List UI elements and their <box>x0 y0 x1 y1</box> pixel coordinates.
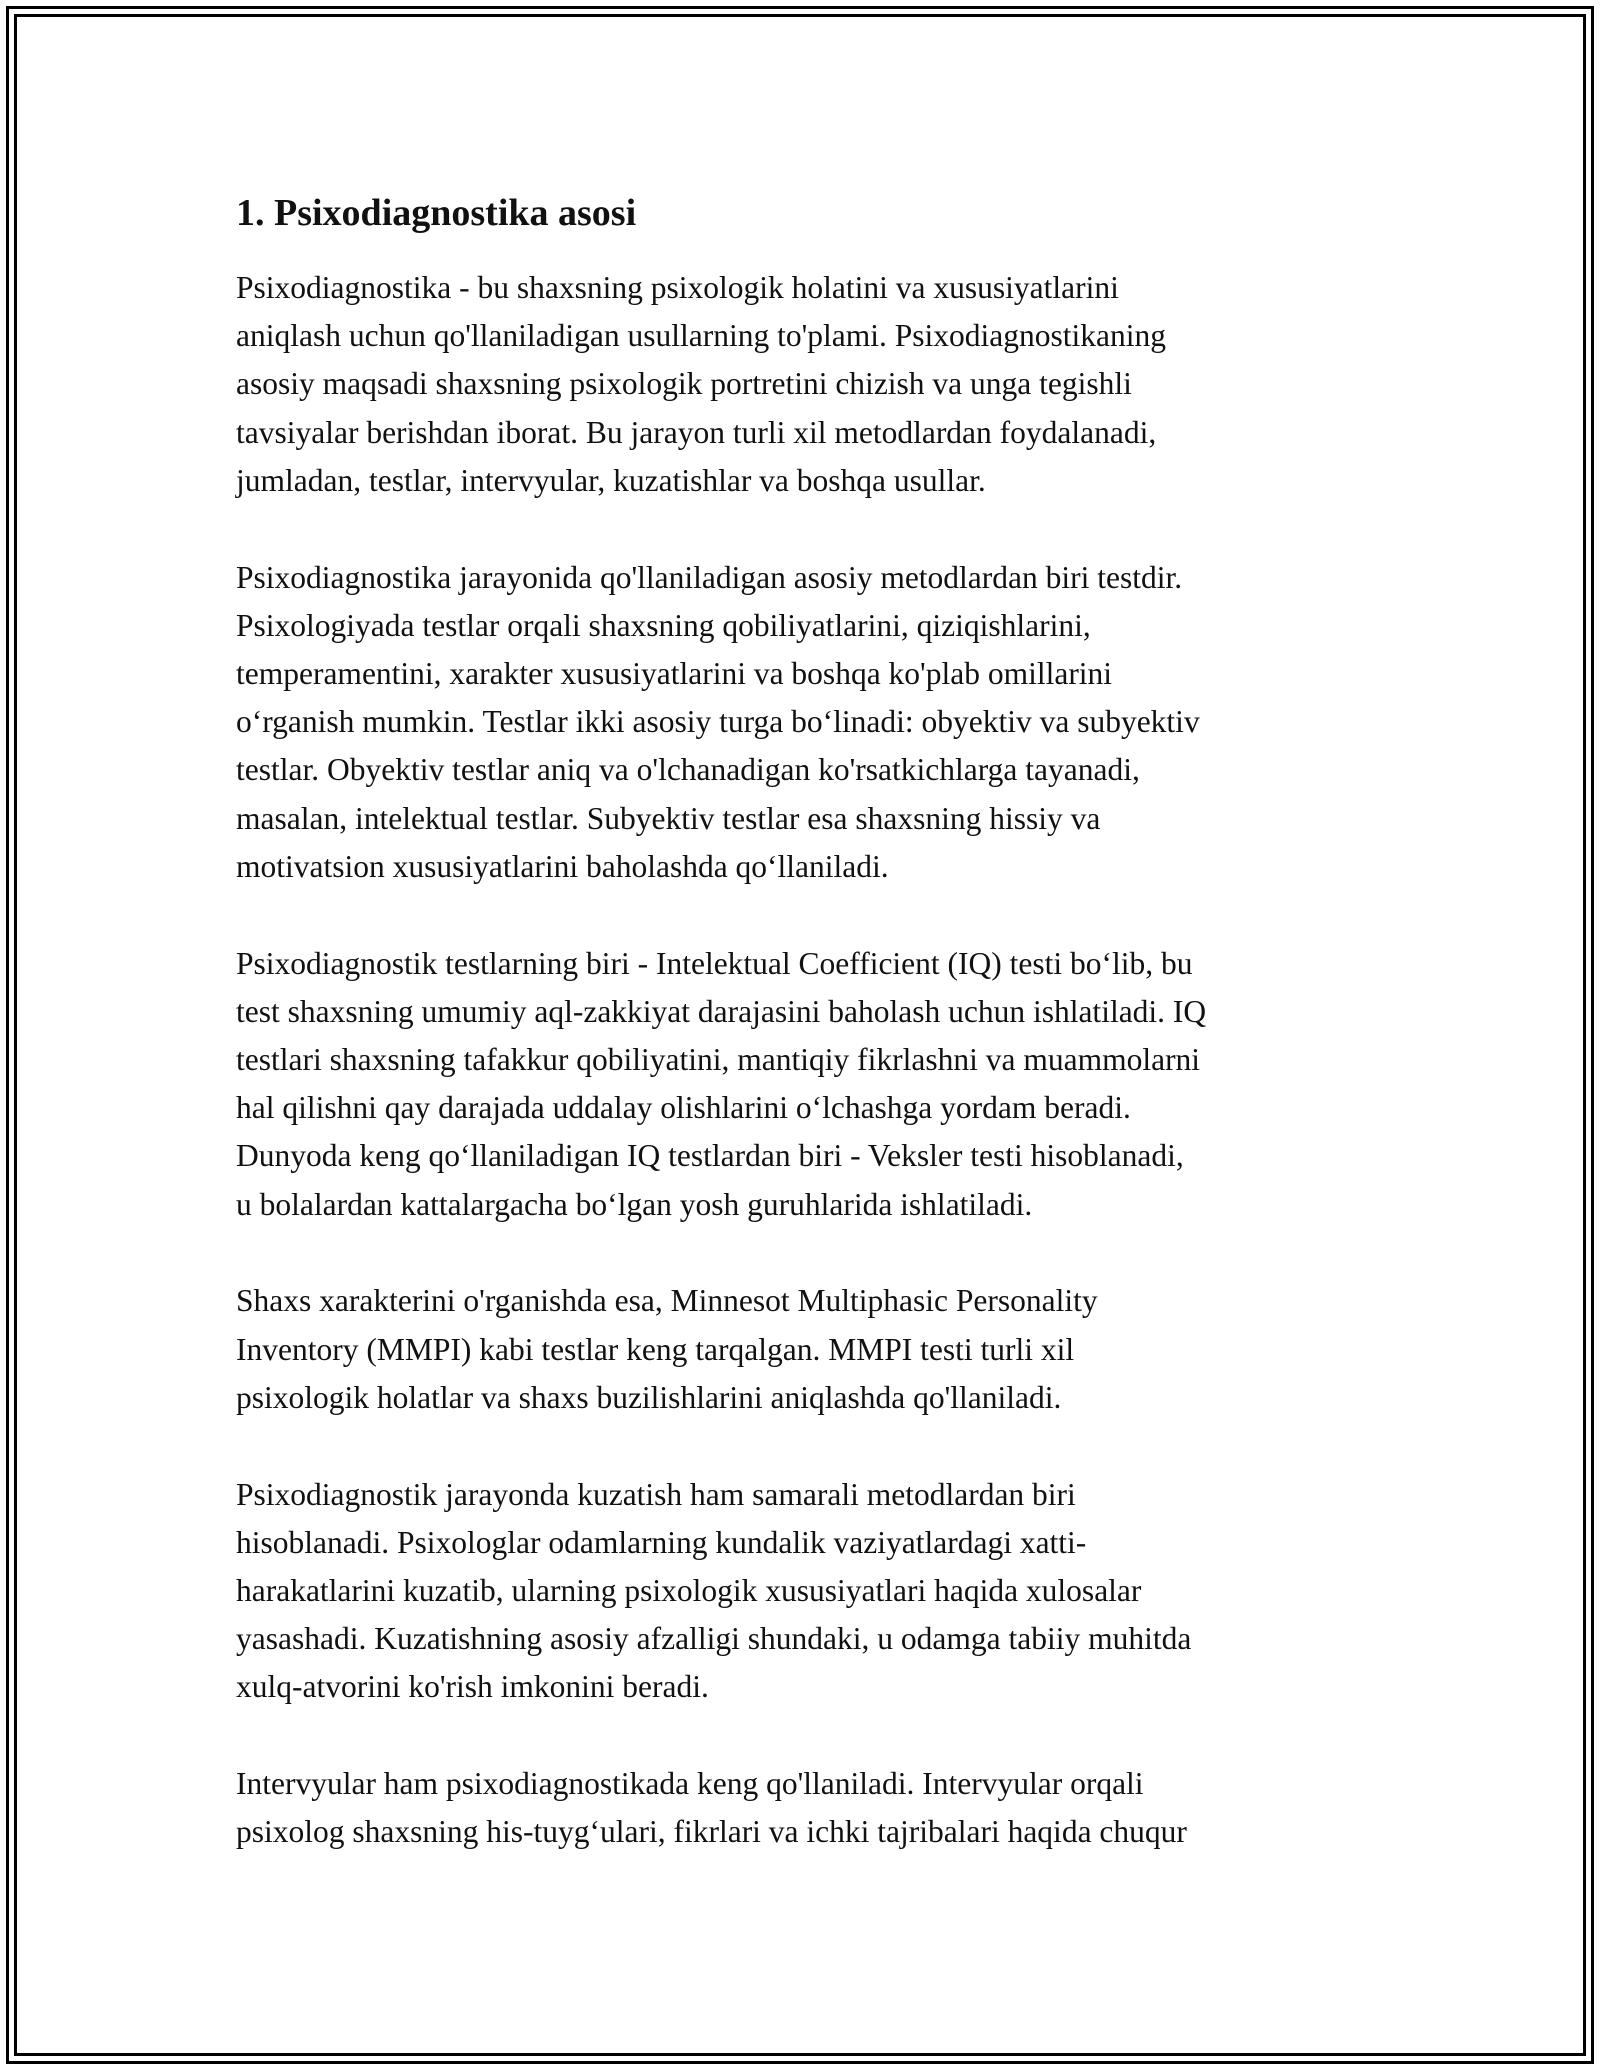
text-line: testlar. Obyektiv testlar aniq va o'lchanadigan ko'rsatkichlarga tayanadi, <box>236 752 1140 788</box>
text-line: harakatlarini kuzatib, ularning psixologik xususiyatlari haqida xulosalar <box>236 1573 1142 1609</box>
paragraph-mmpi <box>236 1277 1386 1422</box>
paragraph-observation <box>236 1471 1386 1712</box>
document-body <box>236 186 1386 1857</box>
text-line: u bolalardan kattalargacha bo‘lgan yosh guruhlarida ishlatiladi. <box>236 1186 1033 1222</box>
text-line: Intervyular ham psixodiagnostikada keng qo'llaniladi. Intervyular orqali <box>236 1766 1144 1802</box>
text-line: temperamentini, xarakter xususiyatlarini va boshqa ko'plab omillarini <box>236 656 1113 692</box>
text-line: jumladan, testlar, intervyular, kuzatishlar va boshqa usullar. <box>236 462 986 498</box>
paragraph-interviews <box>236 1760 1386 1856</box>
text-line: test shaxsning umumiy aql-zakkiyat darajasini baholash uchun ishlatiladi. IQ <box>236 993 1207 1029</box>
text-line: asosiy maqsadi shaxsning psixologik portretini chizish va unga tegishli <box>236 366 1132 402</box>
paragraph-iq-test <box>236 940 1386 1229</box>
paragraph-tests <box>236 554 1386 891</box>
text-line: Shaxs xarakterini o'rganishda esa, Minnesot Multiphasic Personality <box>236 1283 1098 1319</box>
text-line: masalan, intelektual testlar. Subyektiv testlar esa shaxsning hissiy va <box>236 800 1101 836</box>
text-line: Psixodiagnostika - bu shaxsning psixologik holatini va xususiyatlarini <box>236 270 1119 305</box>
text-line: yasashadi. Kuzatishning asosiy afzalligi shundaki, u odamga tabiiy muhitda <box>236 1621 1192 1657</box>
text-line: xulq-atvorini ko'rish imkonini beradi. <box>236 1669 709 1705</box>
text-line: o‘rganish mumkin. Testlar ikki asosiy turga bo‘linadi: obyektiv va subyektiv <box>236 704 1200 740</box>
text-line: Psixodiagnostika jarayonida qo'llaniladigan asosiy metodlardan biri testdir. <box>236 559 1183 595</box>
text-line: tavsiyalar berishdan iborat. Bu jarayon turli xil metodlardan foydalanadi, <box>236 414 1157 450</box>
text-line: psixologik holatlar va shaxs buzilishlarini aniqlashda qo'llaniladi. <box>236 1379 1062 1415</box>
text-line: testlari shaxsning tafakkur qobiliyatini, mantiqiy fikrlashni va muammolarni <box>236 1042 1201 1078</box>
paragraph-definition <box>236 264 1386 505</box>
text-line: Dunyoda keng qo‘llaniladigan IQ testlardan biri - Veksler testi hisoblanadi, <box>236 1138 1184 1174</box>
text-line: Psixodiagnostik jarayonda kuzatish ham samarali metodlardan biri <box>236 1476 1076 1512</box>
section-heading: 1. Psixodiagnostika asosi <box>236 192 637 234</box>
text-line: motivatsion xususiyatlarini baholashda qo‘llaniladi. <box>236 848 889 884</box>
text-line: Psixodiagnostik testlarning biri - Intelektual Coefficient (IQ) testi bo‘lib, bu <box>236 945 1193 981</box>
text-line: hal qilishni qay darajada uddalay olishlarini o‘lchashga yordam beradi. <box>236 1090 1131 1126</box>
text-line: Psixologiyada testlar orqali shaxsning qobiliyatlarini, qiziqishlarini, <box>236 607 1091 643</box>
text-line: aniqlash uchun qo'llaniladigan usullarning to'plami. Psixodiagnostikaning <box>236 318 1166 354</box>
text-line: hisoblanadi. Psixologlar odamlarning kundalik vaziyatlardagi xatti- <box>236 1524 1087 1560</box>
text-line: Inventory (MMPI) kabi testlar keng tarqalgan. MMPI testi turli xil <box>236 1331 1075 1367</box>
text-line: psixolog shaxsning his-tuyg‘ulari, fikrlari va ichki tajribalari haqida chuqur <box>236 1814 1187 1850</box>
